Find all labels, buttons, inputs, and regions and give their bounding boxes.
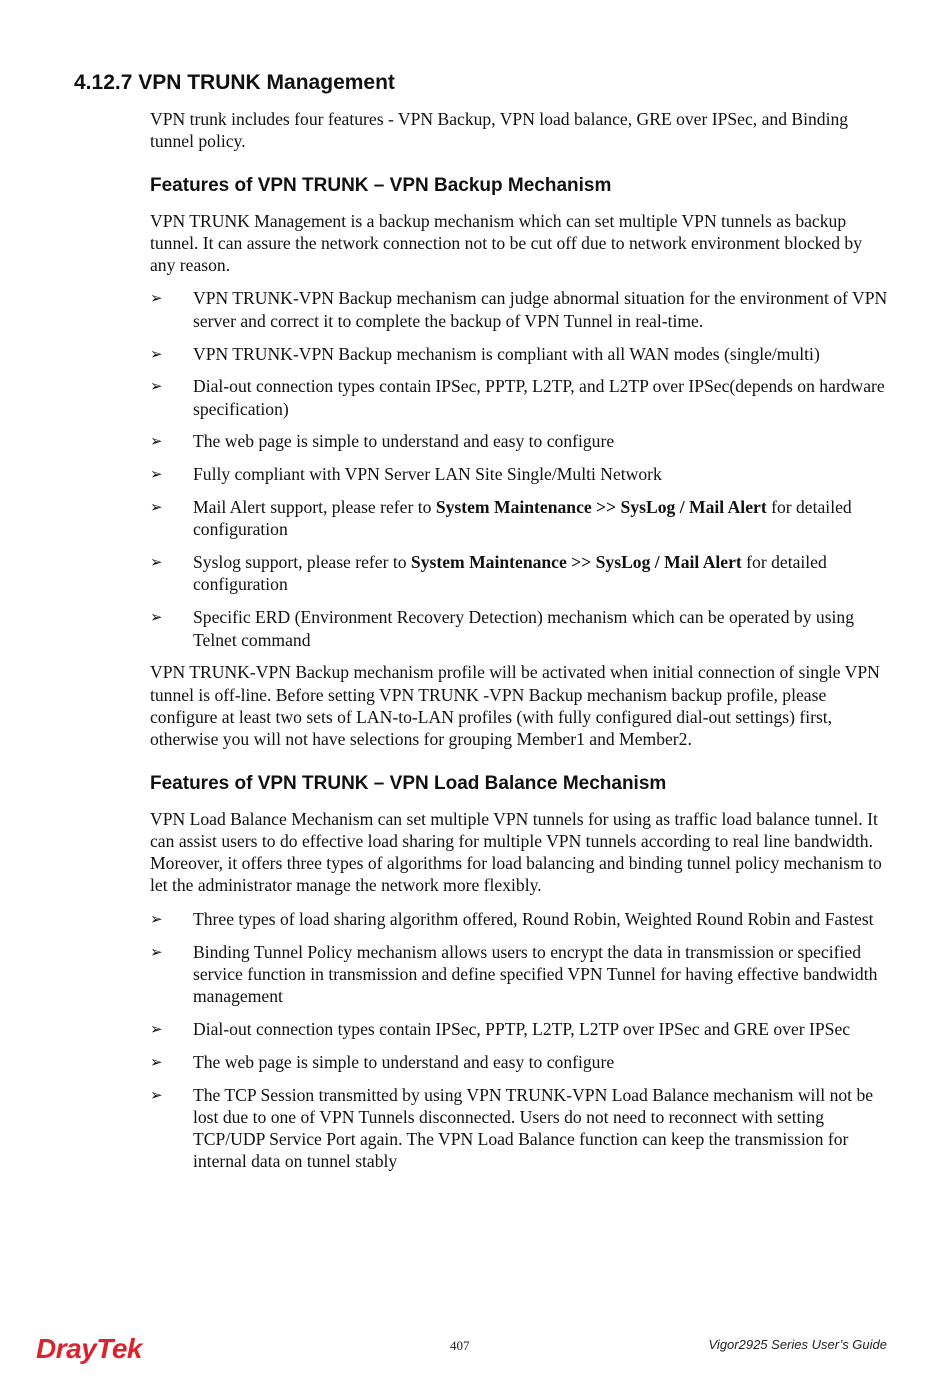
list-item: [150, 1018, 890, 1040]
section-title: 4.12.7 VPN TRUNK Management: [74, 71, 395, 94]
arrow-bullet-icon: ➢: [150, 1019, 163, 1038]
load-balance-heading: Features of VPN TRUNK – VPN Load Balance Mechanism: [150, 772, 667, 794]
list-item: [150, 287, 890, 332]
list-item-text: The web page is simple to understand and easy to configure: [193, 1051, 615, 1072]
list-item: [150, 375, 890, 420]
text-before: Syslog support, please refer to: [193, 552, 411, 573]
list-item: [150, 430, 890, 452]
backup-paragraph: VPN TRUNK Management is a backup mechanism which can set multiple VPN tunnels as backup tunnel. It can assure the network connection not to be cut off due to network environment blocked by any reason.: [150, 210, 863, 276]
list-item-text: VPN TRUNK-VPN Backup mechanism can judge abnormal situation for the environment of VPN server and correct it to complete the backup of VPN Tunnel in real-time.: [193, 288, 888, 331]
list-item: [150, 343, 890, 365]
list-item-text: The web page is simple to understand and easy to configure: [193, 431, 615, 452]
list-item-text: Dial-out connection types contain IPSec, PPTP, L2TP, and L2TP over IPSec(depends on hardware specification): [193, 376, 885, 419]
logo-wordmark: DrayTek: [36, 1333, 142, 1364]
menu-path-reference: System Maintenance >> SysLog / Mail Alert: [435, 497, 767, 518]
page-number: 407: [450, 1338, 470, 1353]
arrow-bullet-icon: ➢: [150, 553, 163, 572]
list-item-text: Dial-out connection types contain IPSec, PPTP, L2TP, L2TP over IPSec and GRE over IPSec: [193, 1018, 851, 1039]
list-item-text: [193, 497, 852, 539]
arrow-bullet-icon: ➢: [150, 942, 163, 961]
list-item: [150, 496, 890, 541]
draytek-logo: [34, 1331, 159, 1365]
arrow-bullet-icon: ➢: [150, 289, 163, 308]
load-balance-paragraph: VPN Load Balance Mechanism can set multiple VPN tunnels for using as traffic load balance tunnel. It can assist users to do effective load sharing for multiple VPN tunnels according to real line bandwidth. Moreover, it offers three types of algorithms for load balancing and binding tunnel policy mechanism to let the administrator manage the network more flexibly.: [150, 808, 882, 896]
list-item: [150, 551, 890, 596]
page-body: [150, 108, 890, 1183]
backup-closing-paragraph: VPN TRUNK-VPN Backup mechanism profile will be activated when initial connection of single VPN tunnel is off-line. Before setting VPN TRUNK -VPN Backup mechanism backup profile, please configure at least two sets of LAN-to-LAN profiles (with fully configured dial-out settings) first, otherwise you will not have selections for grouping Member1 and Member2.: [150, 662, 880, 750]
arrow-bullet-icon: ➢: [150, 432, 163, 451]
list-item-text: [193, 552, 827, 594]
arrow-bullet-icon: ➢: [150, 377, 163, 396]
guide-title: Vigor2925 Series User’s Guide: [708, 1337, 887, 1352]
list-item: [150, 941, 890, 1008]
arrow-bullet-icon: ➢: [150, 344, 163, 363]
list-item: [150, 463, 890, 485]
backup-heading: Features of VPN TRUNK – VPN Backup Mechanism: [150, 174, 612, 196]
arrow-bullet-icon: ➢: [150, 498, 163, 517]
list-item-text: Three types of load sharing algorithm offered, Round Robin, Weighted Round Robin and Fastest: [193, 908, 874, 929]
backup-feature-list: [150, 287, 890, 650]
list-item: [150, 908, 890, 930]
intro-paragraph: VPN trunk includes four features - VPN Backup, VPN load balance, GRE over IPSec, and Binding tunnel policy.: [150, 109, 849, 152]
arrow-bullet-icon: ➢: [150, 1085, 163, 1104]
list-item-text: Fully compliant with VPN Server LAN Site Single/Multi Network: [193, 464, 662, 485]
arrow-bullet-icon: ➢: [150, 465, 163, 484]
list-item: [150, 606, 890, 651]
list-item-text: VPN TRUNK-VPN Backup mechanism is compliant with all WAN modes (single/multi): [193, 343, 820, 364]
list-item-text: The TCP Session transmitted by using VPN TRUNK-VPN Load Balance mechanism will not be lost due to one of VPN Tunnels disconnected. Users do not need to reconnect with setting TCP/UDP Service Port again. The VPN Load Balance function can keep the transmission for internal data on tunnel stably: [193, 1084, 874, 1172]
list-item: [150, 1051, 890, 1073]
arrow-bullet-icon: ➢: [150, 909, 163, 928]
list-item-text: Binding Tunnel Policy mechanism allows users to encrypt the data in transmission or specified service function in transmission and define specified VPN Tunnel for having effective bandwidth management: [193, 941, 878, 1007]
list-item-text: Specific ERD (Environment Recovery Detection) mechanism which can be operated by using Telnet command: [193, 607, 855, 650]
arrow-bullet-icon: ➢: [150, 1052, 163, 1071]
list-item: [150, 1084, 890, 1173]
text-after: for detailed configuration: [193, 497, 852, 540]
menu-path-reference: System Maintenance >> SysLog / Mail Alert: [410, 552, 742, 573]
arrow-bullet-icon: ➢: [150, 608, 163, 627]
load-balance-feature-list: [150, 908, 890, 1173]
text-before: Mail Alert support, please refer to: [193, 497, 436, 518]
text-after: for detailed configuration: [193, 552, 827, 595]
